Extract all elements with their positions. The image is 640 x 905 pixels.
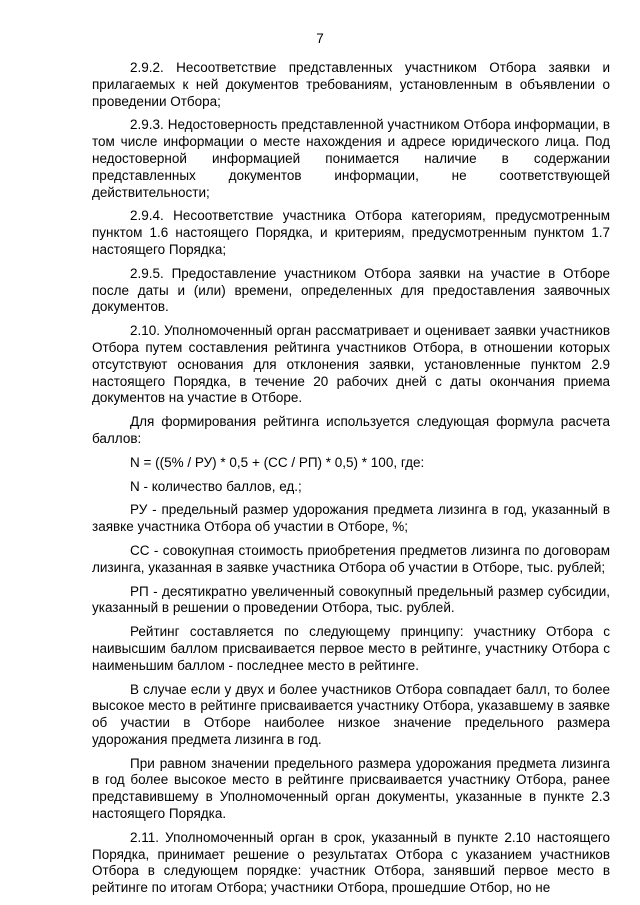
rating-formula: N = ((5% / РУ) * 0,5 + (СС / РП) * 0,5) * 100, где: xyxy=(130,454,425,470)
tie-rule-2: При равном значении предельного размера удорожания предмета лизинга в год более высокое место в рейтинге присваивается участнику Отбора, ранее представившему в Уполномоченный орган документы, указанные в пункте 2.3 настоящего Порядка. xyxy=(92,755,610,822)
rating-principle: Рейтинг составляется по следующему принципу: участнику Отбора с наивысшим баллом присваивается первое место в рейтинге, участнику Отбора с наименьшим баллом - последнее место в рейтинге. xyxy=(92,624,610,673)
clause-2-9-5: 2.9.5. Предоставление участником Отбора заявки на участие в Отборе после даты и (или) времени, определенных для предоставления заявочных документов. xyxy=(92,265,610,315)
clause-2-9-4: 2.9.4. Несоответствие участника Отбора категориям, предусмотренным пунктом 1.6 настоящего Порядка, и критериям, предусмотренным пунктом 1.7 настоящего Порядка; xyxy=(92,208,610,257)
formula-def-n: N - количество баллов, ед.; xyxy=(130,478,302,494)
clause-2-10: 2.10. Уполномоченный орган рассматривает и оценивает заявки участников Отбора путем составления рейтинга участников Отбора, в отношении которых отсутствуют основания для отклонения заявки, установленные пунктом 2.9 настоящего Порядка, в течение 20 рабочих дней с даты окончания приема документов на участие в Отборе. xyxy=(92,323,610,406)
formula-def-ss: СС - совокупная стоимость приобретения предметов лизинга по договорам лизинга, указанная в заявке участника Отбора об участии в Отборе, тыс. рублей; xyxy=(92,542,610,575)
document-body xyxy=(92,60,610,904)
page-number: 7 xyxy=(316,31,324,46)
formula-def-ru: РУ - предельный размер удорожания предмета лизинга в год, указанный в заявке участника Отбора об участии в Отборе, %; xyxy=(92,502,610,535)
formula-def-rp: РП - десятикратно увеличенный совокупный предельный размер субсидии, указанный в решении о проведении Отбора, тыс. рублей. xyxy=(92,583,610,616)
clause-2-9-3: 2.9.3. Недостоверность представленной участником Отбора информации, в том числе информации о месте нахождения и адресе юридического лица. Под недостоверной информацией понимается наличие в содержании представленных документов информации, не соответствующей действительности; xyxy=(92,117,610,200)
clause-2-9-2: 2.9.2. Несоответствие представленных участником Отбора заявки и прилагаемых к ней документов требованиям, установленным в объявлении о проведении Отбора; xyxy=(92,60,610,109)
tie-rule-1: В случае если у двух и более участников Отбора совпадает балл, то более высокое место в рейтинге присваивается участнику Отбора, указавшему в заявке об участии в Отборе наиболее низкое значение предельного размера удорожания предмета лизинга в год. xyxy=(92,681,610,747)
clause-2-11: 2.11. Уполномоченный орган в срок, указанный в пункте 2.10 настоящего Порядка, принимает решение о результатах Отбора с указанием участников Отбора в следующем порядке: участник Отбора, занявший первое место в рейтинге по итогам Отбора; участники Отбора, прошедшие Отбор, но не xyxy=(92,829,610,896)
formula-intro: Для формирования рейтинга используется следующая формула расчета баллов: xyxy=(92,414,610,446)
